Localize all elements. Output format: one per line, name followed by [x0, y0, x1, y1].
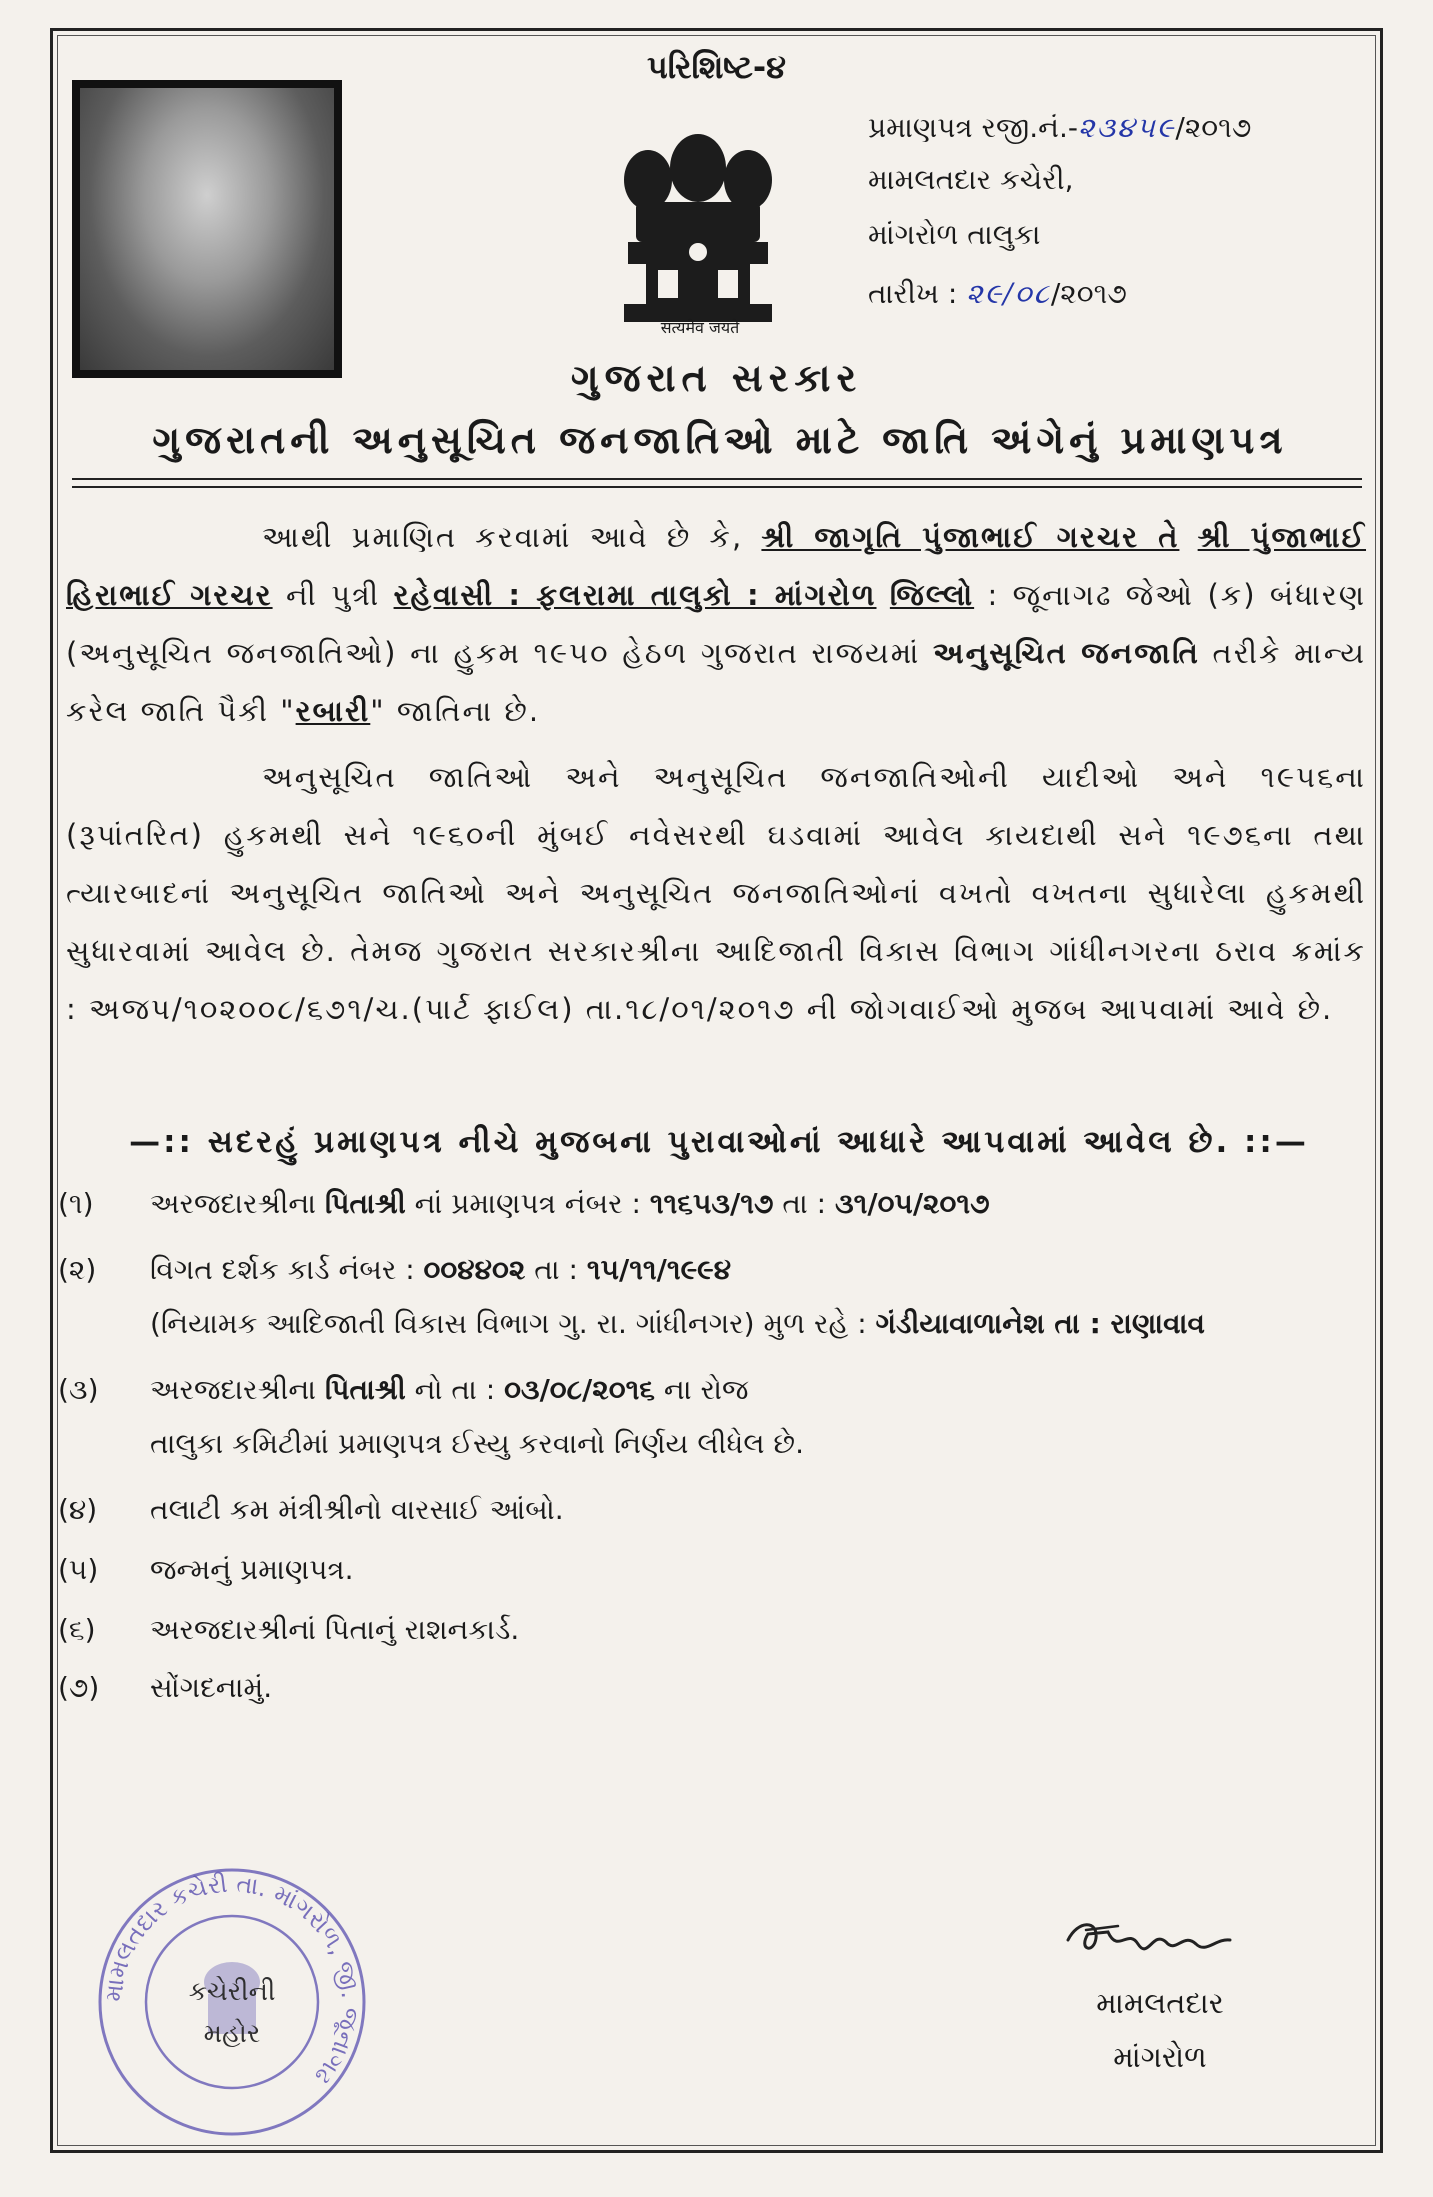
signatory-title: મામલતદાર — [1096, 1986, 1224, 2020]
recognized-text: તરીકે માન્ય કરેલ જાતિ પૈકી " — [66, 636, 1366, 728]
card-date: ૧૫/૧૧/૧૯૯૪ — [586, 1253, 732, 1286]
item-bold: પિતાશ્રી — [324, 1373, 406, 1406]
item-number: (૬) — [58, 1613, 96, 1646]
applicant-name: શ્રી જાગૃતિ પુંજાભાઈ ગરચર તે — [761, 520, 1180, 554]
item-number: (૧) — [58, 1187, 94, 1220]
order-text: : જૂનાગઢ જેઓ (ક) બંધારણ (અનુસૂચિત જનજાતિઓ) ના હુકમ ૧૯૫૦ હેઠળ ગુજરાત રાજયમાં — [66, 578, 1366, 670]
item-text: નાં પ્રમાણપત્ર નંબર : — [414, 1187, 641, 1220]
item-text: વિગત દર્શક કાર્ડ નંબર : — [150, 1253, 415, 1286]
item-text: તા : — [534, 1253, 578, 1286]
annexure-number: પરિશિષ્ટ-૪ — [646, 48, 787, 86]
certificate-number: ૧૧૬૫૩/૧૭ — [649, 1187, 774, 1220]
evidence-heading: —:: સદરહું પ્રમાણપત્ર નીચે મુજબના પુરાવાઓનાં આધારે આપવામાં આવેલ છે. ::— — [129, 1124, 1309, 1160]
issuer-text: (નિયામક આદિજાતી વિકાસ વિભાગ ગુ. રા. ગાંધીનગર) મુળ રહે : — [150, 1307, 867, 1340]
evidence-item-4 — [58, 1490, 1378, 1530]
government-name: ગુજરાત સરકાર — [570, 356, 863, 400]
item-text: અરજદારશ્રીનાં પિતાનું રાશનકાર્ડ. — [150, 1613, 520, 1646]
item-text: સોંગદનામું. — [150, 1671, 273, 1704]
title-rule-bottom — [72, 486, 1362, 488]
evidence-item-6 — [58, 1610, 1378, 1650]
applicant-photo — [72, 80, 342, 378]
item-bold: પિતાશ્રી — [324, 1187, 406, 1220]
para1-intro: આથી પ્રમાણિત કરવામાં આવે છે કે, — [262, 520, 744, 554]
seal-center-line1: કચેરીની — [188, 1977, 276, 2007]
evidence-item-2 — [58, 1250, 1378, 1344]
cert-reg-prefix: પ્રમાણપત્ર રજી.નં.- — [868, 111, 1078, 144]
item-text: તલાટી કમ મંત્રીશ્રીનો વારસાઈ આંબો. — [150, 1493, 564, 1526]
signatory-place: માંગરોળ — [1113, 2040, 1207, 2074]
item-number: (૪) — [58, 1493, 98, 1526]
evidence-item-1 — [58, 1184, 1378, 1224]
certification-paragraph — [66, 508, 1366, 740]
evidence-item-7 — [58, 1668, 1378, 1708]
legal-basis-paragraph — [66, 748, 1366, 1038]
issuing-office: મામલતદાર કચેરી, — [868, 163, 1074, 196]
date-suffix: /૨૦૧૭ — [1050, 277, 1127, 310]
signature-mark — [1058, 1910, 1238, 1970]
item-text: અરજદારશ્રીના — [150, 1373, 317, 1406]
caste-suffix: " જાતિના છે. — [370, 694, 541, 728]
scheduled-tribe: અનુસૂચિત જનજાતિ — [933, 636, 1200, 670]
date-handwritten: ૨૯/૦૮ — [966, 277, 1051, 310]
certificate-reg-number — [868, 108, 1388, 148]
decision-date: ૦૩/૦૮/૨૦૧૬ — [504, 1373, 655, 1406]
cert-reg-handwritten: ૨૩૪૫૯ — [1077, 111, 1176, 144]
evidence-item-5 — [58, 1550, 1378, 1590]
item-text: અરજદારશ્રીના — [150, 1187, 317, 1220]
item-number: (૫) — [58, 1553, 99, 1586]
emblem-motto: सत्यमेव जयते — [660, 318, 740, 337]
photo-image — [80, 88, 334, 370]
item-number: (૨) — [58, 1253, 97, 1286]
issue-date — [868, 274, 1388, 314]
card-number: ૦૦૪૪૦૨ — [423, 1253, 526, 1286]
decision-text: તાલુકા કમિટીમાં પ્રમાણપત્ર ઈસ્યુ કરવાનો નિર્ણય લીધેલ છે. — [150, 1427, 804, 1460]
district-label: જિલ્લો — [889, 578, 975, 612]
item-text: જન્મનું પ્રમાણપત્ર. — [150, 1553, 354, 1586]
issuing-taluka: માંગરોળ તાલુકા — [868, 218, 1041, 251]
relation-text: ની પુત્રી — [285, 578, 381, 612]
date-label: તારીખ : — [868, 277, 958, 310]
certificate-title: ગુજરાતની અનુસૂચિત જનજાતિઓ માટે જાતિ અંગેનું પ્રમાણપત્ર — [152, 418, 1288, 462]
seal-center-line2: મહોર — [203, 2019, 261, 2049]
residence: રહેવાસી : ફલરામા તાલુકો : માંગરોળ — [393, 578, 877, 612]
national-emblem-icon — [618, 130, 778, 330]
caste-name: રબારી — [295, 694, 371, 728]
title-rule-top — [72, 478, 1362, 480]
seal-ring-text: મામલતદાર કચેરી તા. માંગરોળ, જી. જૂનાગઢ — [99, 1869, 365, 2090]
para2-text: અનુસૂચિત જાતિઓ અને અનુસૂચિત જનજાતિઓની યાદીઓ અને ૧૯૫૬ના (રૂપાંતરિત) હુકમથી સને ૧૯૬૦ની મુંબઈ નવેસરથી ઘડવામાં આવેલ કાયદાથી સને ૧૯૭૬ના તથા ત્યારબાદનાં અનુસૂચિત જાતિઓ અને અનુસૂચિત જનજાતિઓનાં વખતો વખતના સુધારેલા હુકમથી સુધારવામાં આવેલ છે. તેમજ ગુજરાત સરકારશ્રીના આદિજાતી વિકાસ વિભાગ ગાંધીનગરના ઠરાવ ક્રમાંક : અજપ/૧૦૨૦૦૮/૬૭૧/ચ.(પાર્ટ ફાઈલ) તા.૧૮/૦૧/૨૦૧૭ ની જોગવાઈઓ મુજબ આપવામાં આવે છે. — [66, 760, 1366, 1026]
office-seal-stamp — [92, 1862, 372, 2142]
item-text: તા : — [782, 1187, 827, 1220]
item-text: ના રોજ — [663, 1373, 749, 1406]
origin-place: ગંડીયાવાળાનેશ તા : રાણાવાવ — [875, 1307, 1205, 1340]
certificate-date: ૩૧/૦૫/૨૦૧૭ — [834, 1187, 990, 1220]
evidence-item-3 — [58, 1370, 1378, 1464]
item-text: નો તા : — [414, 1373, 496, 1406]
item-number: (૩) — [58, 1373, 99, 1406]
father-name: શ્રી પુંજાભાઈ હિરાભાઈ ગરચર — [66, 520, 1367, 612]
cert-reg-suffix: /૨૦૧૭ — [1175, 111, 1252, 144]
item-number: (૭) — [58, 1671, 100, 1704]
